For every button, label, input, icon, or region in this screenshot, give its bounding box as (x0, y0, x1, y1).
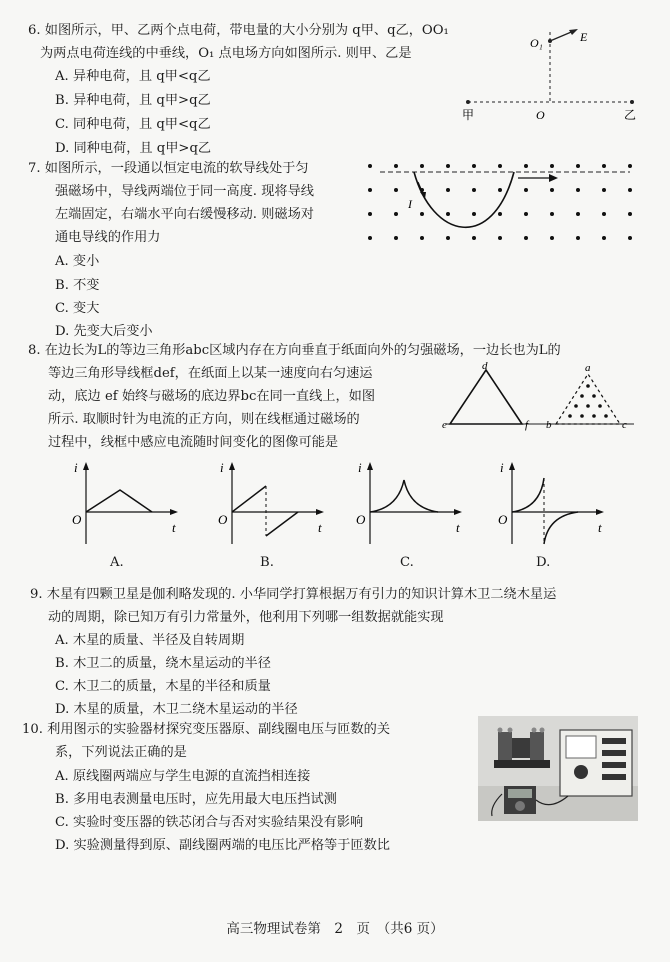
label-i: i (358, 460, 362, 475)
wire-frame-def (450, 370, 522, 424)
i-axis-arrow (509, 462, 515, 470)
field-dot (550, 164, 554, 168)
q8-triangle-diagram (440, 360, 640, 432)
current-curve-return (544, 512, 578, 544)
q8-stem-line-5: 过程中，线框中感应电流随时间变化的图像可能是 (48, 435, 339, 450)
charge-yi (630, 100, 634, 104)
label-yi: 乙 (624, 108, 637, 122)
q7-stem-line-4: 通电导线的作用力 (55, 230, 161, 245)
label-jia: 甲 (462, 108, 475, 122)
field-dot (498, 212, 502, 216)
field-dot (550, 212, 554, 216)
power-supply-meter (566, 736, 596, 758)
current-curve-return (266, 512, 298, 536)
field-dot (368, 236, 372, 240)
field-dot (592, 414, 596, 418)
terminal (540, 728, 545, 733)
field-arrow-head (569, 29, 578, 35)
field-dot (576, 164, 580, 168)
q9-stem-line-2: 动的周期，除已知万有引力常量外，他利用下列哪一组数据就能实现 (48, 610, 444, 625)
q6-option-c: C. 同种电荷，且 q甲<q乙 (55, 117, 211, 132)
label-f: f (525, 419, 529, 431)
label-o: O (218, 512, 228, 527)
q6-option-a: A. 异种电荷，且 q甲<q乙 (55, 69, 211, 84)
q7-option-a: A. 变小 (55, 254, 100, 269)
q6-option-d: D. 同种电荷，且 q甲>q乙 (55, 141, 212, 156)
field-dot (446, 164, 450, 168)
field-dot (524, 164, 528, 168)
label-a: a (585, 362, 591, 374)
label-o: O (498, 512, 508, 527)
q9-option-b: B. 木卫二的质量，绕木星运动的半径 (55, 656, 271, 671)
label-e: e (442, 419, 447, 431)
q7-option-c: C. 变大 (55, 301, 100, 316)
q8-graph-d (486, 460, 616, 550)
q8-graph-c-label: C. (400, 555, 414, 570)
field-dot (446, 236, 450, 240)
label-o: O (536, 108, 545, 122)
i-axis-arrow (367, 462, 373, 470)
q10-option-d: D. 实验测量得到原、副线圈两端的电压比严格等于匝数比 (55, 838, 390, 853)
q7-option-b: B. 不变 (55, 278, 100, 293)
field-dot (420, 164, 424, 168)
q7-stem-line-2: 强磁场中，导线两端位于同一高度. 现将导线 (55, 184, 314, 199)
q10-option-b: B. 多用电表测量电压时，应先用最大电压挡试测 (55, 792, 337, 807)
q8-graph-a-label: A. (110, 555, 124, 570)
field-dot (602, 212, 606, 216)
q8-graph-b (206, 460, 336, 550)
field-region-abc (556, 374, 620, 424)
label-o: O (72, 512, 82, 527)
current-curve-rise (512, 478, 544, 512)
power-supply-knob (574, 765, 588, 779)
multimeter-display (508, 789, 532, 798)
field-dot (586, 384, 590, 388)
field-dot (592, 394, 596, 398)
q8-graph-c (344, 460, 474, 550)
field-dot (368, 164, 372, 168)
field-dot (576, 188, 580, 192)
field-dot (628, 164, 632, 168)
current-curve (86, 490, 152, 512)
secondary-coil (530, 732, 544, 762)
field-dot (602, 188, 606, 192)
q8-stem-line-3: 动，底边 ef 始终与磁场的底边界bc在同一直线上，如图 (48, 389, 376, 404)
q9-option-d: D. 木星的质量，木卫二绕木星运动的半径 (55, 702, 298, 717)
field-dot (368, 188, 372, 192)
power-supply-switch (602, 738, 626, 744)
field-dot (394, 164, 398, 168)
field-dot (628, 188, 632, 192)
q7-stem-line-3: 左端固定，右端水平向右缓慢移动. 则磁场对 (55, 207, 314, 222)
field-dot (602, 236, 606, 240)
label-t: t (598, 520, 602, 535)
current-curve (370, 480, 438, 512)
move-right-arrow-head (549, 174, 558, 182)
field-dot (628, 212, 632, 216)
label-e: E (580, 30, 588, 44)
label-t: t (318, 520, 322, 535)
field-dot (498, 164, 502, 168)
q9-option-c: C. 木卫二的质量，木星的半径和质量 (55, 679, 271, 694)
label-t: t (172, 520, 176, 535)
charge-jia (466, 100, 470, 104)
q7-option-d: D. 先变大后变小 (55, 324, 153, 339)
label-b: b (546, 419, 552, 431)
field-dot (524, 212, 528, 216)
multimeter-dial (515, 801, 525, 811)
field-dot (580, 414, 584, 418)
field-dot (498, 188, 502, 192)
q6-field-diagram (460, 22, 640, 132)
q9-option-a: A. 木星的质量、半径及自转周期 (55, 633, 245, 648)
field-dot (368, 212, 372, 216)
field-dot (598, 404, 602, 408)
q8-graph-b-label: B. (260, 555, 274, 570)
i-axis-arrow (229, 462, 235, 470)
t-axis-arrow (316, 509, 324, 515)
field-dot (568, 414, 572, 418)
label-t: t (456, 520, 460, 535)
field-dot (580, 394, 584, 398)
soft-wire (414, 172, 514, 227)
q8-graph-d-label: D. (536, 555, 551, 570)
label-i: i (220, 460, 224, 475)
label-c: c (622, 419, 627, 431)
t-axis-arrow (454, 509, 462, 515)
field-dot (420, 212, 424, 216)
q6-stem-line-2: 为两点电荷连线的中垂线，O₁ 点电场方向如图所示. 则甲、乙是 (40, 46, 412, 61)
q10-option-a: A. 原线圈两端应与学生电源的直流挡相连接 (55, 769, 311, 784)
q7-stem-line-1: 7. 如图所示，一段通以恒定电流的软导线处于匀 (28, 161, 309, 176)
field-dot (446, 212, 450, 216)
field-dot (472, 164, 476, 168)
field-dot (628, 236, 632, 240)
field-dot (550, 188, 554, 192)
current-arrow-head (420, 192, 426, 199)
terminal (532, 728, 537, 733)
terminal (498, 728, 503, 733)
q8-stem-line-2: 等边三角形导线框def，在纸面上以某一速度向右匀速运 (48, 366, 373, 381)
q9-stem-line-1: 9. 木星有四颗卫星是伽利略发现的. 小华同学打算根据万有引力的知识计算木卫二绕木星运 (30, 587, 557, 602)
field-dot (498, 236, 502, 240)
field-dot (394, 188, 398, 192)
field-dot (524, 188, 528, 192)
field-dot (574, 404, 578, 408)
current-curve-rise (232, 486, 266, 512)
field-region-dots (568, 384, 608, 418)
page-footer: 高三物理试卷第 2 页 （共6 页） (226, 921, 444, 937)
label-o: O (356, 512, 366, 527)
field-dot (586, 404, 590, 408)
label-o1: O₁ (530, 36, 543, 50)
field-dot (394, 212, 398, 216)
field-dot (576, 212, 580, 216)
q10-stem-line-2: 系，下列说法正确的是 (55, 745, 187, 760)
q8-stem-line-1: 8. 在边长为L的等边三角形abc区域内存在方向垂直于纸面向外的匀强磁场，一边长也为L的 (28, 343, 561, 358)
q10-stem-line-1: 10. 利用图示的实验器材探究变压器原、副线圈电压与匝数的关 (22, 722, 391, 737)
q10-transformer-apparatus-photo (478, 716, 638, 821)
q8-graph-a (60, 460, 190, 550)
primary-coil (498, 732, 512, 762)
q6-stem-line-1: 6. 如图所示，甲、乙两个点电荷，带电量的大小分别为 q甲、q乙，OO₁ (28, 23, 449, 38)
q7-magnetic-field-diagram (362, 158, 652, 250)
field-dot (524, 236, 528, 240)
power-supply-switch (602, 774, 626, 780)
label-d: d (482, 360, 488, 372)
q8-stem-line-4: 所示. 取顺时针为电流的正方向，则在线框通过磁场的 (48, 412, 360, 427)
i-axis-arrow (83, 462, 89, 470)
field-dot (446, 188, 450, 192)
field-dot (472, 212, 476, 216)
power-supply-switch (602, 750, 626, 756)
field-dot (576, 236, 580, 240)
t-axis-arrow (596, 509, 604, 515)
power-supply-switch (602, 762, 626, 768)
field-dot (604, 414, 608, 418)
q6-option-b: B. 异种电荷，且 q甲>q乙 (55, 93, 211, 108)
field-dot (550, 236, 554, 240)
t-axis-arrow (170, 509, 178, 515)
field-dot (420, 236, 424, 240)
transformer-base (494, 760, 550, 768)
field-dot (602, 164, 606, 168)
q10-option-c: C. 实验时变压器的铁芯闭合与否对实验结果没有影响 (55, 815, 364, 830)
label-current-i: I (408, 197, 412, 211)
label-i: i (74, 460, 78, 475)
field-dot (472, 188, 476, 192)
field-dot (394, 236, 398, 240)
field-dot (472, 236, 476, 240)
terminal (508, 728, 513, 733)
label-i: i (500, 460, 504, 475)
